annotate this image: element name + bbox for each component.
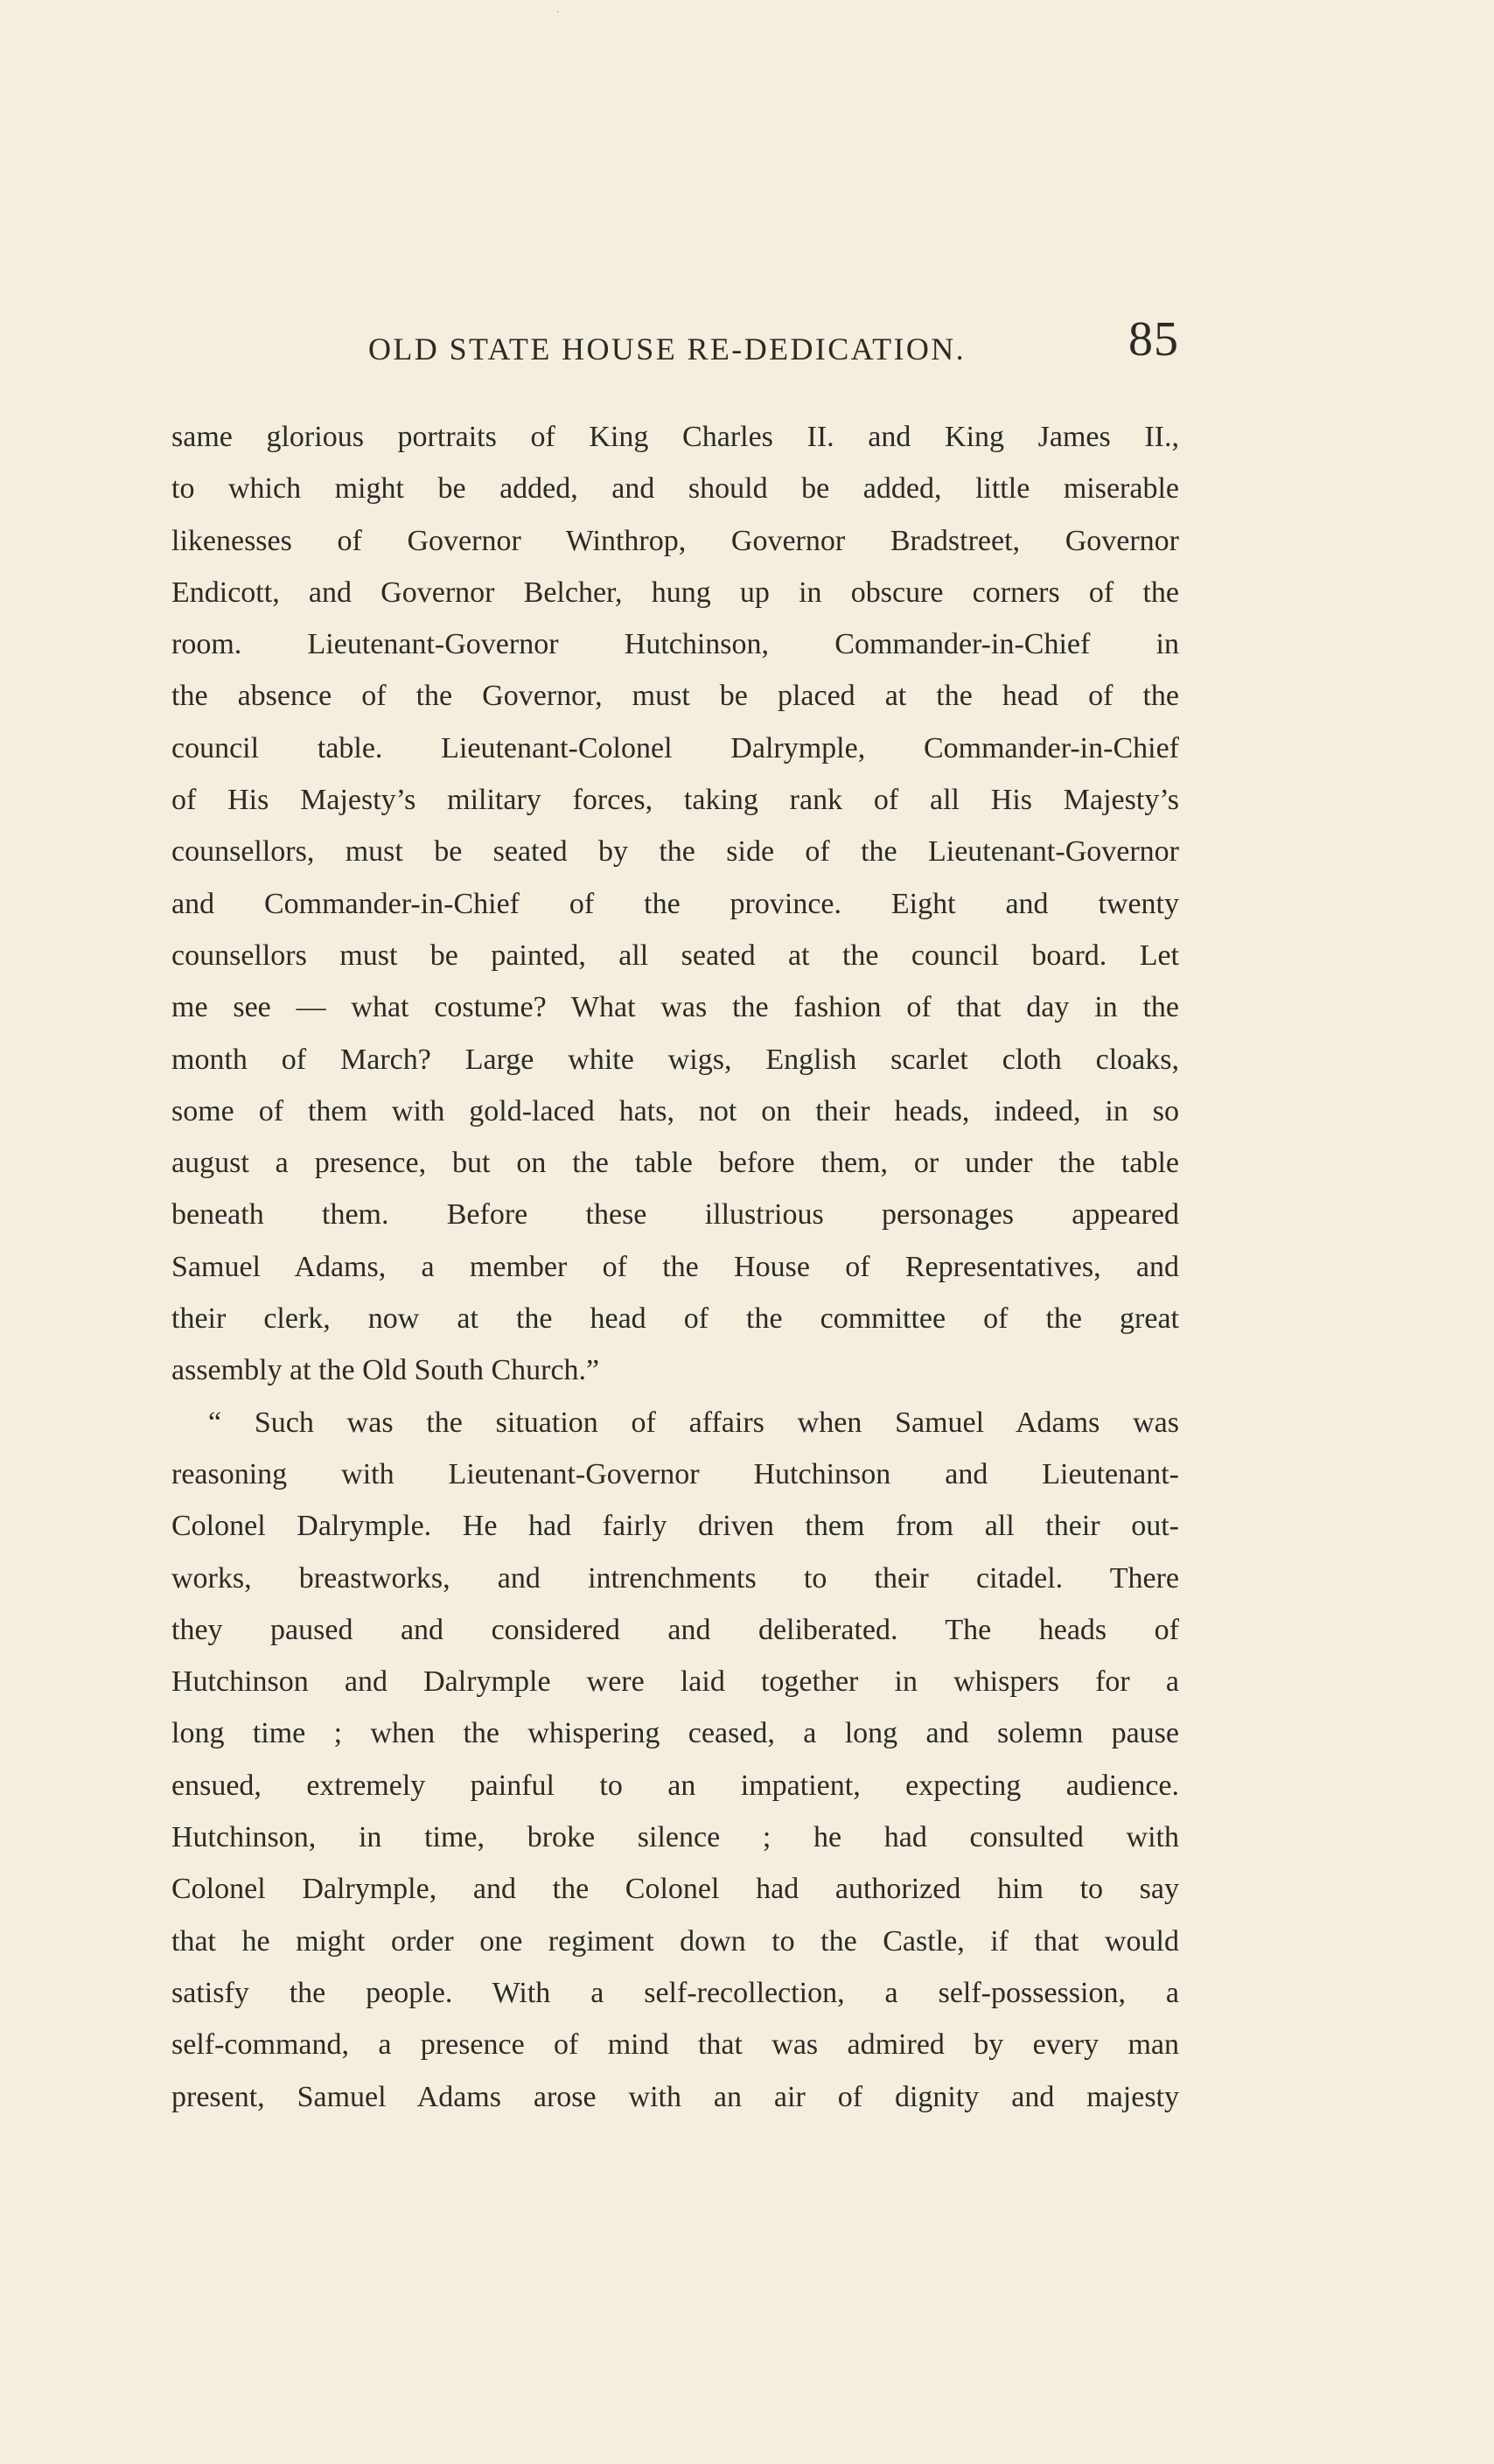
text-line: long time ; when the whispering ceased, a long and solemn pause xyxy=(171,1717,1179,1750)
text-line: Hutchinson and Dalrymple were laid together in whispers for a xyxy=(171,1665,1179,1699)
text-line: and Commander-in-Chief of the province. Eight and twenty xyxy=(171,887,1179,920)
text-line: to which might be added, and should be added, little miserable xyxy=(171,472,1179,506)
text-line: ensued, extremely painful to an impatient, expecting audience. xyxy=(171,1769,1179,1802)
paragraph-end-line: assembly at the Old South Church.” xyxy=(171,1354,600,1387)
text-line: Colonel Dalrymple, and the Colonel had authorized him to say xyxy=(171,1873,1179,1906)
text-line: month of March? Large white wigs, English scarlet cloth cloaks, xyxy=(171,1043,1179,1076)
text-line: works, breastworks, and intrenchments to their citadel. There xyxy=(171,1561,1179,1595)
text-line: beneath them. Before these illustrious personages appeared xyxy=(171,1198,1179,1232)
body-text xyxy=(171,411,1179,2123)
paragraph-start-line: “ Such was the situation of affairs when Samuel Adams was xyxy=(208,1406,1179,1439)
text-line: counsellors, must be seated by the side of the Lieutenant-Governor xyxy=(171,835,1179,869)
page-number: 85 xyxy=(1128,312,1179,366)
text-line: room. Lieutenant-Governor Hutchinson, Commander-in-Chief in xyxy=(171,628,1179,661)
running-head: OLD STATE HOUSE RE-DEDICATION. xyxy=(368,332,967,366)
text-line: Hutchinson, in time, broke silence ; he had consulted with xyxy=(171,1821,1179,1854)
text-line: satisfy the people. With a self-recollection, a self-possession, a xyxy=(171,1976,1179,2009)
text-line: reasoning with Lieutenant-Governor Hutchinson and Lieutenant- xyxy=(171,1457,1179,1490)
text-line: council table. Lieutenant-Colonel Dalrymple, Commander-in-Chief xyxy=(171,731,1179,764)
text-line: same glorious portraits of King Charles II. and King James II., xyxy=(171,421,1179,453)
text-line: Endicott, and Governor Belcher, hung up in obscure corners of the xyxy=(171,576,1179,609)
text-line: august a presence, but on the table before them, or under the table xyxy=(171,1147,1179,1180)
text-line: me see — what costume? What was the fashion of that day in the xyxy=(171,991,1179,1024)
text-line: that he might order one regiment down to the Castle, if that would xyxy=(171,1924,1179,1958)
text-line: likenesses of Governor Winthrop, Governor Bradstreet, Governor xyxy=(171,524,1179,557)
text-line: of His Majesty’s military forces, taking rank of all His Majesty’s xyxy=(171,784,1179,817)
text-line: Samuel Adams, a member of the House of Representatives, and xyxy=(171,1250,1179,1283)
text-line: they paused and considered and deliberated. The heads of xyxy=(171,1613,1179,1646)
text-line: present, Samuel Adams arose with an air of dignity and majesty xyxy=(171,2080,1179,2113)
page-speck: · xyxy=(556,5,560,17)
text-line: Colonel Dalrymple. He had fairly driven them from all their out- xyxy=(171,1510,1179,1543)
page-header xyxy=(171,312,1179,394)
text-line: the absence of the Governor, must be placed at the head of the xyxy=(171,680,1179,713)
text-line: self-command, a presence of mind that was admired by every man xyxy=(171,2028,1179,2062)
text-line: counsellors must be painted, all seated at the council board. Let xyxy=(171,939,1179,972)
text-line: their clerk, now at the head of the committee of the great xyxy=(171,1302,1179,1336)
text-line: some of them with gold-laced hats, not on their heads, indeed, in so xyxy=(171,1094,1179,1127)
